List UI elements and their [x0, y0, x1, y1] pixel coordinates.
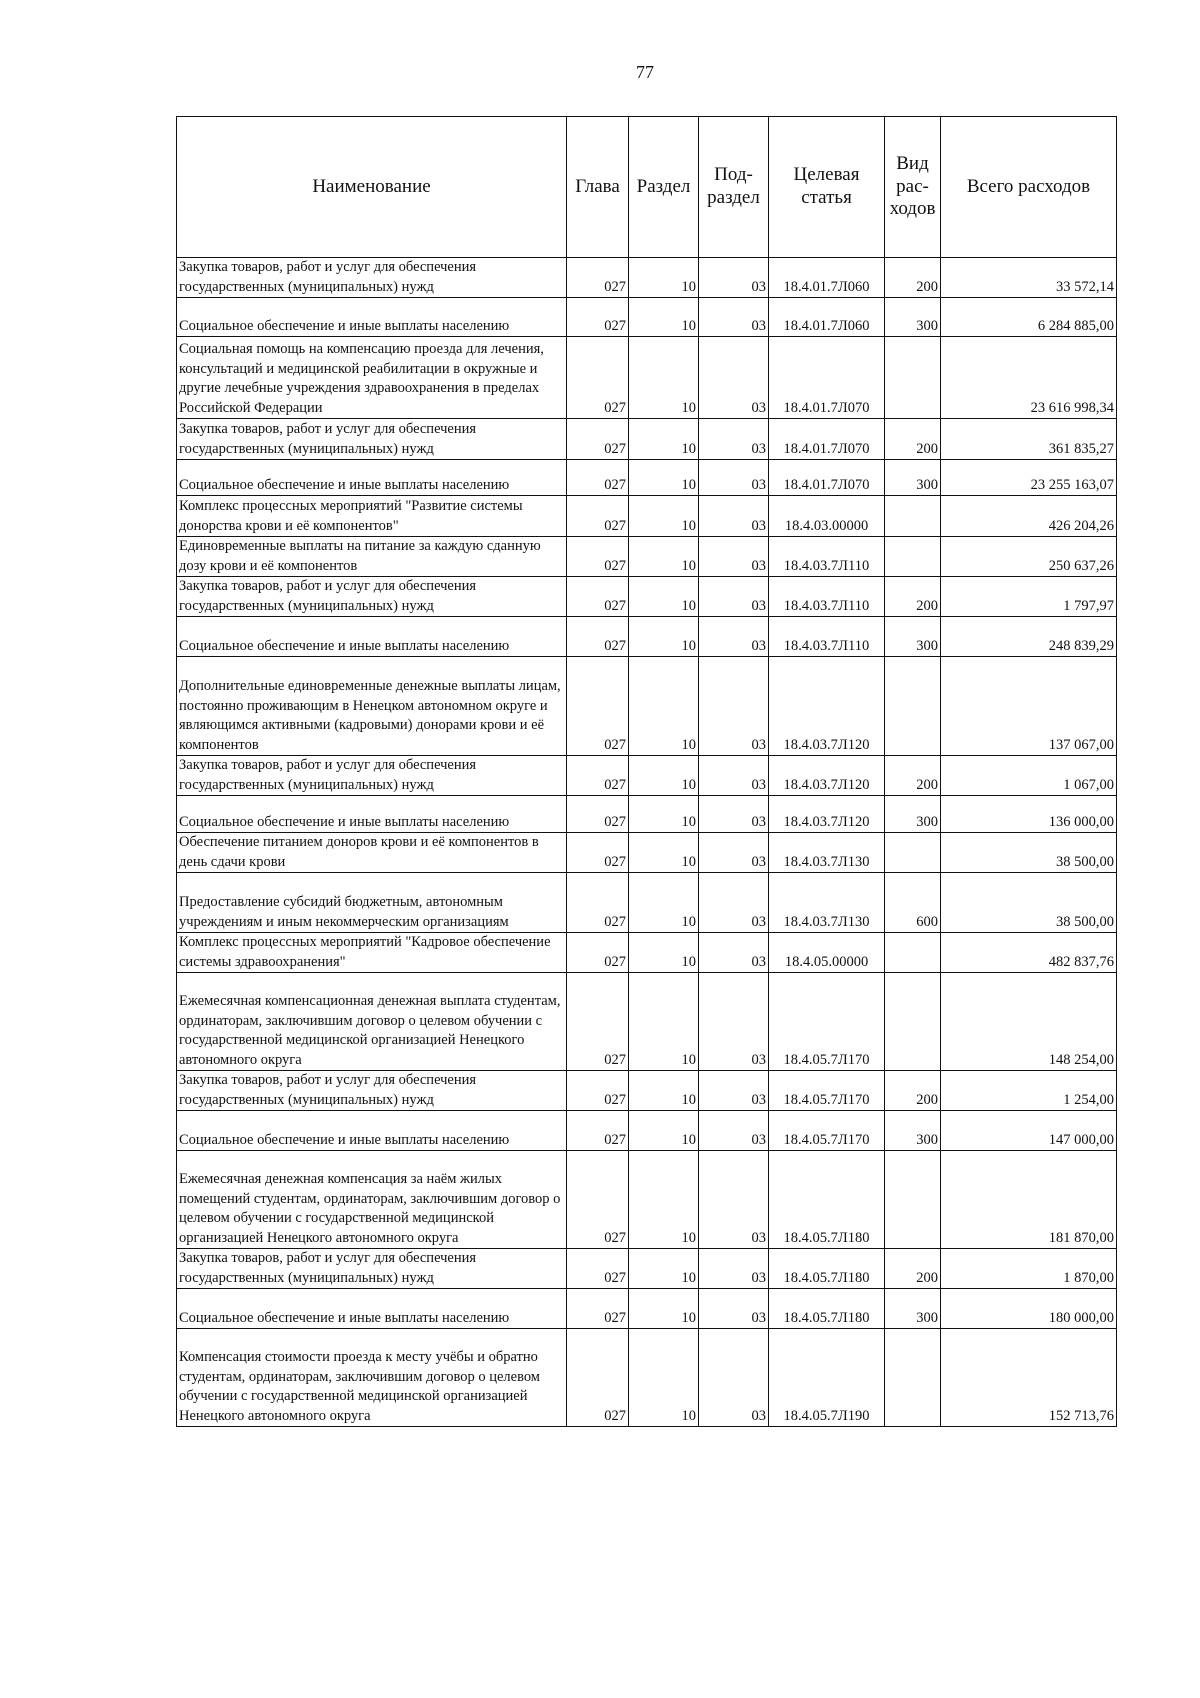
cell-target: 18.4.03.7Л120 — [769, 657, 885, 756]
cell-chapter: 027 — [567, 1249, 629, 1289]
cell-target: 18.4.01.7Л060 — [769, 258, 885, 298]
cell-target: 18.4.03.7Л110 — [769, 537, 885, 577]
cell-chapter: 027 — [567, 1111, 629, 1151]
cell-type — [885, 337, 941, 419]
cell-type: 200 — [885, 1249, 941, 1289]
cell-total: 148 254,00 — [941, 973, 1117, 1071]
cell-section: 10 — [629, 1151, 699, 1249]
cell-name: Социальное обеспечение и иные выплаты населению — [177, 1111, 567, 1151]
header-target: Целевая статья — [769, 117, 885, 258]
header-subsection: Под- раздел — [699, 117, 769, 258]
header-name: Наименование — [177, 117, 567, 258]
cell-total: 1 870,00 — [941, 1249, 1117, 1289]
cell-section: 10 — [629, 1289, 699, 1329]
cell-chapter: 027 — [567, 796, 629, 833]
cell-subsection: 03 — [699, 419, 769, 460]
cell-type: 200 — [885, 258, 941, 298]
cell-subsection: 03 — [699, 537, 769, 577]
table-row — [177, 537, 1117, 577]
header-section: Раздел — [629, 117, 699, 258]
cell-target: 18.4.03.00000 — [769, 496, 885, 537]
budget-table — [176, 116, 1117, 1427]
cell-name: Закупка товаров, работ и услуг для обеспечения государственных (муниципальных) нужд — [177, 1071, 567, 1111]
table-header-row — [177, 117, 1117, 258]
cell-section: 10 — [629, 1071, 699, 1111]
cell-type: 300 — [885, 1111, 941, 1151]
cell-name: Социальное обеспечение и иные выплаты населению — [177, 298, 567, 337]
cell-name: Обеспечение питанием доноров крови и её компонентов в день сдачи крови — [177, 833, 567, 873]
cell-type — [885, 1329, 941, 1427]
cell-target: 18.4.03.7Л130 — [769, 833, 885, 873]
cell-section: 10 — [629, 298, 699, 337]
table-row — [177, 1111, 1117, 1151]
cell-chapter: 027 — [567, 1329, 629, 1427]
cell-section: 10 — [629, 796, 699, 833]
cell-subsection: 03 — [699, 756, 769, 796]
cell-target: 18.4.05.00000 — [769, 933, 885, 973]
cell-chapter: 027 — [567, 577, 629, 617]
cell-section: 10 — [629, 873, 699, 933]
table-row — [177, 496, 1117, 537]
cell-subsection: 03 — [699, 496, 769, 537]
cell-subsection: 03 — [699, 1329, 769, 1427]
cell-chapter: 027 — [567, 496, 629, 537]
cell-name: Компенсация стоимости проезда к месту учёбы и обратно студентам, ординаторам, заключившим договор о целевом обучении с государственной медицинской организацией Ненецкого автономного округа — [177, 1329, 567, 1427]
cell-subsection: 03 — [699, 298, 769, 337]
cell-name: Закупка товаров, работ и услуг для обеспечения государственных (муниципальных) нужд — [177, 577, 567, 617]
cell-section: 10 — [629, 1249, 699, 1289]
cell-target: 18.4.01.7Л060 — [769, 298, 885, 337]
cell-chapter: 027 — [567, 1289, 629, 1329]
cell-type: 200 — [885, 756, 941, 796]
cell-section: 10 — [629, 496, 699, 537]
cell-name: Единовременные выплаты на питание за каждую сданную дозу крови и её компонентов — [177, 537, 567, 577]
cell-name: Закупка товаров, работ и услуг для обеспечения государственных (муниципальных) нужд — [177, 258, 567, 298]
table-row — [177, 657, 1117, 756]
cell-target: 18.4.05.7Л170 — [769, 1111, 885, 1151]
cell-chapter: 027 — [567, 460, 629, 496]
cell-target: 18.4.05.7Л180 — [769, 1289, 885, 1329]
cell-target: 18.4.01.7Л070 — [769, 337, 885, 419]
cell-type: 300 — [885, 298, 941, 337]
table-row — [177, 577, 1117, 617]
cell-type — [885, 496, 941, 537]
cell-chapter: 027 — [567, 1151, 629, 1249]
cell-subsection: 03 — [699, 1249, 769, 1289]
cell-name: Предоставление субсидий бюджетным, автономным учреждениям и иным некоммерческим организациям — [177, 873, 567, 933]
table-row — [177, 796, 1117, 833]
cell-section: 10 — [629, 657, 699, 756]
header-exp-type: Вид рас- ходов — [885, 117, 941, 258]
table-row — [177, 298, 1117, 337]
cell-total: 361 835,27 — [941, 419, 1117, 460]
cell-subsection: 03 — [699, 873, 769, 933]
cell-section: 10 — [629, 833, 699, 873]
cell-type: 600 — [885, 873, 941, 933]
cell-chapter: 027 — [567, 833, 629, 873]
cell-name: Социальное обеспечение и иные выплаты населению — [177, 1289, 567, 1329]
table-row — [177, 1151, 1117, 1249]
cell-name: Закупка товаров, работ и услуг для обеспечения государственных (муниципальных) нужд — [177, 756, 567, 796]
cell-subsection: 03 — [699, 577, 769, 617]
cell-type — [885, 833, 941, 873]
cell-total: 248 839,29 — [941, 617, 1117, 657]
cell-target: 18.4.03.7Л120 — [769, 756, 885, 796]
cell-target: 18.4.03.7Л110 — [769, 617, 885, 657]
cell-name: Дополнительные единовременные денежные выплаты лицам, постоянно проживающим в Ненецком автономном округе и являющимся активными (кадровыми) донорами крови и её компонентов — [177, 657, 567, 756]
cell-target: 18.4.01.7Л070 — [769, 419, 885, 460]
header-chapter: Глава — [567, 117, 629, 258]
cell-total: 23 255 163,07 — [941, 460, 1117, 496]
cell-subsection: 03 — [699, 1151, 769, 1249]
cell-target: 18.4.05.7Л170 — [769, 973, 885, 1071]
cell-total: 1 254,00 — [941, 1071, 1117, 1111]
cell-section: 10 — [629, 756, 699, 796]
cell-section: 10 — [629, 419, 699, 460]
cell-chapter: 027 — [567, 298, 629, 337]
cell-total: 38 500,00 — [941, 833, 1117, 873]
cell-chapter: 027 — [567, 657, 629, 756]
header-total: Всего расходов — [941, 117, 1117, 258]
cell-name: Социальное обеспечение и иные выплаты населению — [177, 460, 567, 496]
cell-target: 18.4.01.7Л070 — [769, 460, 885, 496]
cell-subsection: 03 — [699, 657, 769, 756]
cell-target: 18.4.03.7Л130 — [769, 873, 885, 933]
cell-total: 181 870,00 — [941, 1151, 1117, 1249]
cell-chapter: 027 — [567, 419, 629, 460]
table-row — [177, 258, 1117, 298]
cell-type — [885, 537, 941, 577]
cell-chapter: 027 — [567, 617, 629, 657]
cell-name: Комплекс процессных мероприятий "Кадровое обеспечение системы здравоохранения" — [177, 933, 567, 973]
cell-subsection: 03 — [699, 833, 769, 873]
table-row — [177, 833, 1117, 873]
cell-total: 250 637,26 — [941, 537, 1117, 577]
cell-target: 18.4.05.7Л170 — [769, 1071, 885, 1111]
cell-total: 180 000,00 — [941, 1289, 1117, 1329]
cell-total: 6 284 885,00 — [941, 298, 1117, 337]
cell-name: Комплекс процессных мероприятий "Развитие системы донорства крови и её компонентов" — [177, 496, 567, 537]
table-row — [177, 933, 1117, 973]
cell-section: 10 — [629, 617, 699, 657]
cell-name: Социальная помощь на компенсацию проезда для лечения, консультаций и медицинской реабилитации в окружные и другие лечебные учреждения здравоохранения в пределах Российской Федерации — [177, 337, 567, 419]
table-row — [177, 1249, 1117, 1289]
cell-total: 426 204,26 — [941, 496, 1117, 537]
cell-type: 300 — [885, 1289, 941, 1329]
cell-type: 300 — [885, 796, 941, 833]
cell-target: 18.4.03.7Л110 — [769, 577, 885, 617]
cell-subsection: 03 — [699, 933, 769, 973]
cell-section: 10 — [629, 1329, 699, 1427]
cell-type — [885, 657, 941, 756]
cell-subsection: 03 — [699, 1071, 769, 1111]
cell-type: 200 — [885, 419, 941, 460]
cell-subsection: 03 — [699, 258, 769, 298]
cell-chapter: 027 — [567, 933, 629, 973]
cell-name: Закупка товаров, работ и услуг для обеспечения государственных (муниципальных) нужд — [177, 419, 567, 460]
cell-name: Ежемесячная денежная компенсация за наём жилых помещений студентам, ординаторам, заключившим договор о целевом обучении с государственной медицинской организацией Ненецкого автономного округа — [177, 1151, 567, 1249]
table-row — [177, 1289, 1117, 1329]
table-row — [177, 419, 1117, 460]
cell-target: 18.4.05.7Л180 — [769, 1249, 885, 1289]
cell-total: 33 572,14 — [941, 258, 1117, 298]
table-row — [177, 337, 1117, 419]
cell-subsection: 03 — [699, 617, 769, 657]
cell-chapter: 027 — [567, 873, 629, 933]
cell-total: 482 837,76 — [941, 933, 1117, 973]
cell-section: 10 — [629, 537, 699, 577]
cell-subsection: 03 — [699, 337, 769, 419]
cell-type — [885, 933, 941, 973]
cell-name: Социальное обеспечение и иные выплаты населению — [177, 796, 567, 833]
cell-chapter: 027 — [567, 756, 629, 796]
cell-target: 18.4.05.7Л190 — [769, 1329, 885, 1427]
table-body — [177, 258, 1117, 1427]
cell-total: 1 067,00 — [941, 756, 1117, 796]
table-row — [177, 756, 1117, 796]
cell-total: 1 797,97 — [941, 577, 1117, 617]
cell-name: Закупка товаров, работ и услуг для обеспечения государственных (муниципальных) нужд — [177, 1249, 567, 1289]
cell-subsection: 03 — [699, 1111, 769, 1151]
page-number: 77 — [636, 62, 654, 82]
table-row — [177, 460, 1117, 496]
cell-chapter: 027 — [567, 537, 629, 577]
cell-subsection: 03 — [699, 1289, 769, 1329]
cell-subsection: 03 — [699, 973, 769, 1071]
cell-total: 23 616 998,34 — [941, 337, 1117, 419]
cell-section: 10 — [629, 933, 699, 973]
cell-type: 300 — [885, 460, 941, 496]
cell-name: Социальное обеспечение и иные выплаты населению — [177, 617, 567, 657]
cell-total: 136 000,00 — [941, 796, 1117, 833]
cell-section: 10 — [629, 258, 699, 298]
cell-total: 38 500,00 — [941, 873, 1117, 933]
cell-target: 18.4.05.7Л180 — [769, 1151, 885, 1249]
cell-total: 152 713,76 — [941, 1329, 1117, 1427]
cell-section: 10 — [629, 337, 699, 419]
cell-section: 10 — [629, 577, 699, 617]
cell-total: 147 000,00 — [941, 1111, 1117, 1151]
cell-type: 200 — [885, 1071, 941, 1111]
cell-target: 18.4.03.7Л120 — [769, 796, 885, 833]
cell-section: 10 — [629, 973, 699, 1071]
table-row — [177, 617, 1117, 657]
cell-section: 10 — [629, 460, 699, 496]
cell-type: 300 — [885, 617, 941, 657]
cell-subsection: 03 — [699, 796, 769, 833]
table-row — [177, 973, 1117, 1071]
table-row — [177, 1071, 1117, 1111]
cell-chapter: 027 — [567, 1071, 629, 1111]
cell-type: 200 — [885, 577, 941, 617]
cell-chapter: 027 — [567, 258, 629, 298]
cell-chapter: 027 — [567, 973, 629, 1071]
cell-type — [885, 1151, 941, 1249]
table-row — [177, 873, 1117, 933]
cell-subsection: 03 — [699, 460, 769, 496]
cell-chapter: 027 — [567, 337, 629, 419]
cell-name: Ежемесячная компенсационная денежная выплата студентам, ординаторам, заключившим договор о целевом обучении с государственной медицинской организацией Ненецкого автономного округа — [177, 973, 567, 1071]
cell-type — [885, 973, 941, 1071]
cell-section: 10 — [629, 1111, 699, 1151]
table-row — [177, 1329, 1117, 1427]
cell-total: 137 067,00 — [941, 657, 1117, 756]
